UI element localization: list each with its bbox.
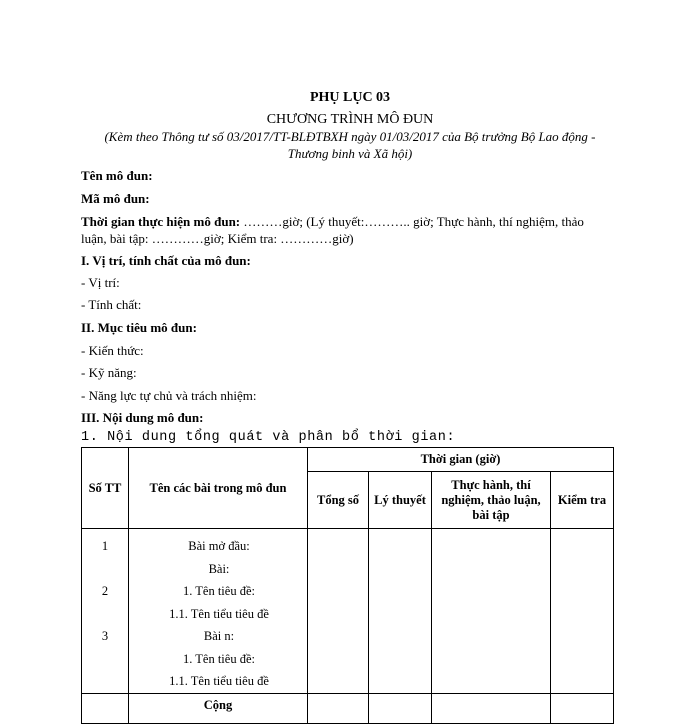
autonomy-item: - Năng lực tự chủ và trách nhiệm: bbox=[81, 388, 257, 403]
header-total: Tổng số bbox=[308, 472, 369, 529]
footer-theory-cell bbox=[369, 693, 432, 723]
header-time-group: Thời gian (giờ) bbox=[308, 448, 614, 472]
section-2-heading: II. Mục tiêu mô đun: bbox=[81, 320, 197, 335]
stt-value bbox=[82, 558, 128, 581]
stt-value bbox=[82, 603, 128, 626]
module-name-label: Tên mô đun: bbox=[81, 168, 153, 183]
lesson-value: 1. Tên tiêu đề: bbox=[183, 651, 255, 666]
time-allocation-table bbox=[81, 447, 614, 724]
program-title: CHƯƠNG TRÌNH MÔ ĐUN bbox=[266, 112, 434, 127]
lesson-value: 1. Tên tiêu đề: bbox=[183, 584, 255, 598]
stt-value bbox=[82, 648, 128, 671]
time-line-1 bbox=[81, 213, 584, 230]
header-lesson: Tên các bài trong mô đun bbox=[129, 448, 308, 529]
module-code-label: Mã mô đun: bbox=[81, 191, 150, 206]
practice-cell bbox=[432, 529, 551, 694]
lesson-value: 1.1. Tên tiểu tiêu đề bbox=[169, 606, 269, 621]
theory-cell bbox=[369, 529, 432, 694]
nature-item: - Tính chất: bbox=[81, 297, 142, 312]
time-label: Thời gian thực hiện mô đun: bbox=[81, 214, 241, 229]
section-3-heading: III. Nội dung mô đun: bbox=[81, 410, 204, 425]
subtitle-line-1: (Kèm theo Thông tư số 03/2017/TT-BLĐTBXH ngày 01/03/2017 của Bộ trưởng Bộ Lao động - bbox=[104, 129, 596, 144]
position-item: - Vị trí: bbox=[81, 275, 120, 290]
stt-value bbox=[82, 670, 128, 693]
section-3-subheading: 1. Nội dung tổng quát và phân bổ thời gian: bbox=[81, 430, 456, 445]
stt-value: 3 bbox=[101, 629, 109, 643]
header-theory: Lý thuyết bbox=[369, 472, 432, 529]
appendix-title: PHỤ LỤC 03 bbox=[309, 90, 391, 105]
stt-value: 1 bbox=[101, 539, 109, 553]
total-cell bbox=[308, 529, 369, 694]
time-line-2: luận, bài tập: …………giờ; Kiểm tra: …………giờ) bbox=[81, 231, 354, 246]
footer-test-cell bbox=[551, 693, 614, 723]
section-1-heading: I. Vị trí, tính chất của mô đun: bbox=[81, 253, 251, 268]
footer-practice-cell bbox=[432, 693, 551, 723]
lesson-value: Bài: bbox=[208, 561, 230, 576]
footer-total-label: Cộng bbox=[129, 693, 308, 723]
header-test: Kiểm tra bbox=[551, 472, 614, 529]
skills-item: - Kỹ năng: bbox=[81, 365, 137, 380]
knowledge-item: - Kiến thức: bbox=[81, 343, 144, 358]
lesson-cell bbox=[129, 529, 308, 694]
footer-total-cell bbox=[308, 693, 369, 723]
test-cell bbox=[551, 529, 614, 694]
lesson-value: Bài mở đầu: bbox=[188, 539, 250, 553]
stt-cell bbox=[82, 529, 129, 694]
time-text-1: ………giờ; (Lý thuyết:……….. giờ; Thực hành, thí nghiệm, thảo bbox=[240, 214, 584, 229]
header-stt: Số TT bbox=[82, 448, 129, 529]
subtitle-line-2: Thương binh và Xã hội) bbox=[287, 146, 413, 161]
header-practice: Thực hành, thí nghiệm, thảo luận, bài tập bbox=[432, 472, 551, 529]
lesson-value: Bài n: bbox=[203, 629, 235, 643]
stt-value: 2 bbox=[101, 584, 109, 598]
footer-stt-cell bbox=[82, 693, 129, 723]
lesson-value: 1.1. Tên tiểu tiêu đề bbox=[169, 674, 269, 688]
